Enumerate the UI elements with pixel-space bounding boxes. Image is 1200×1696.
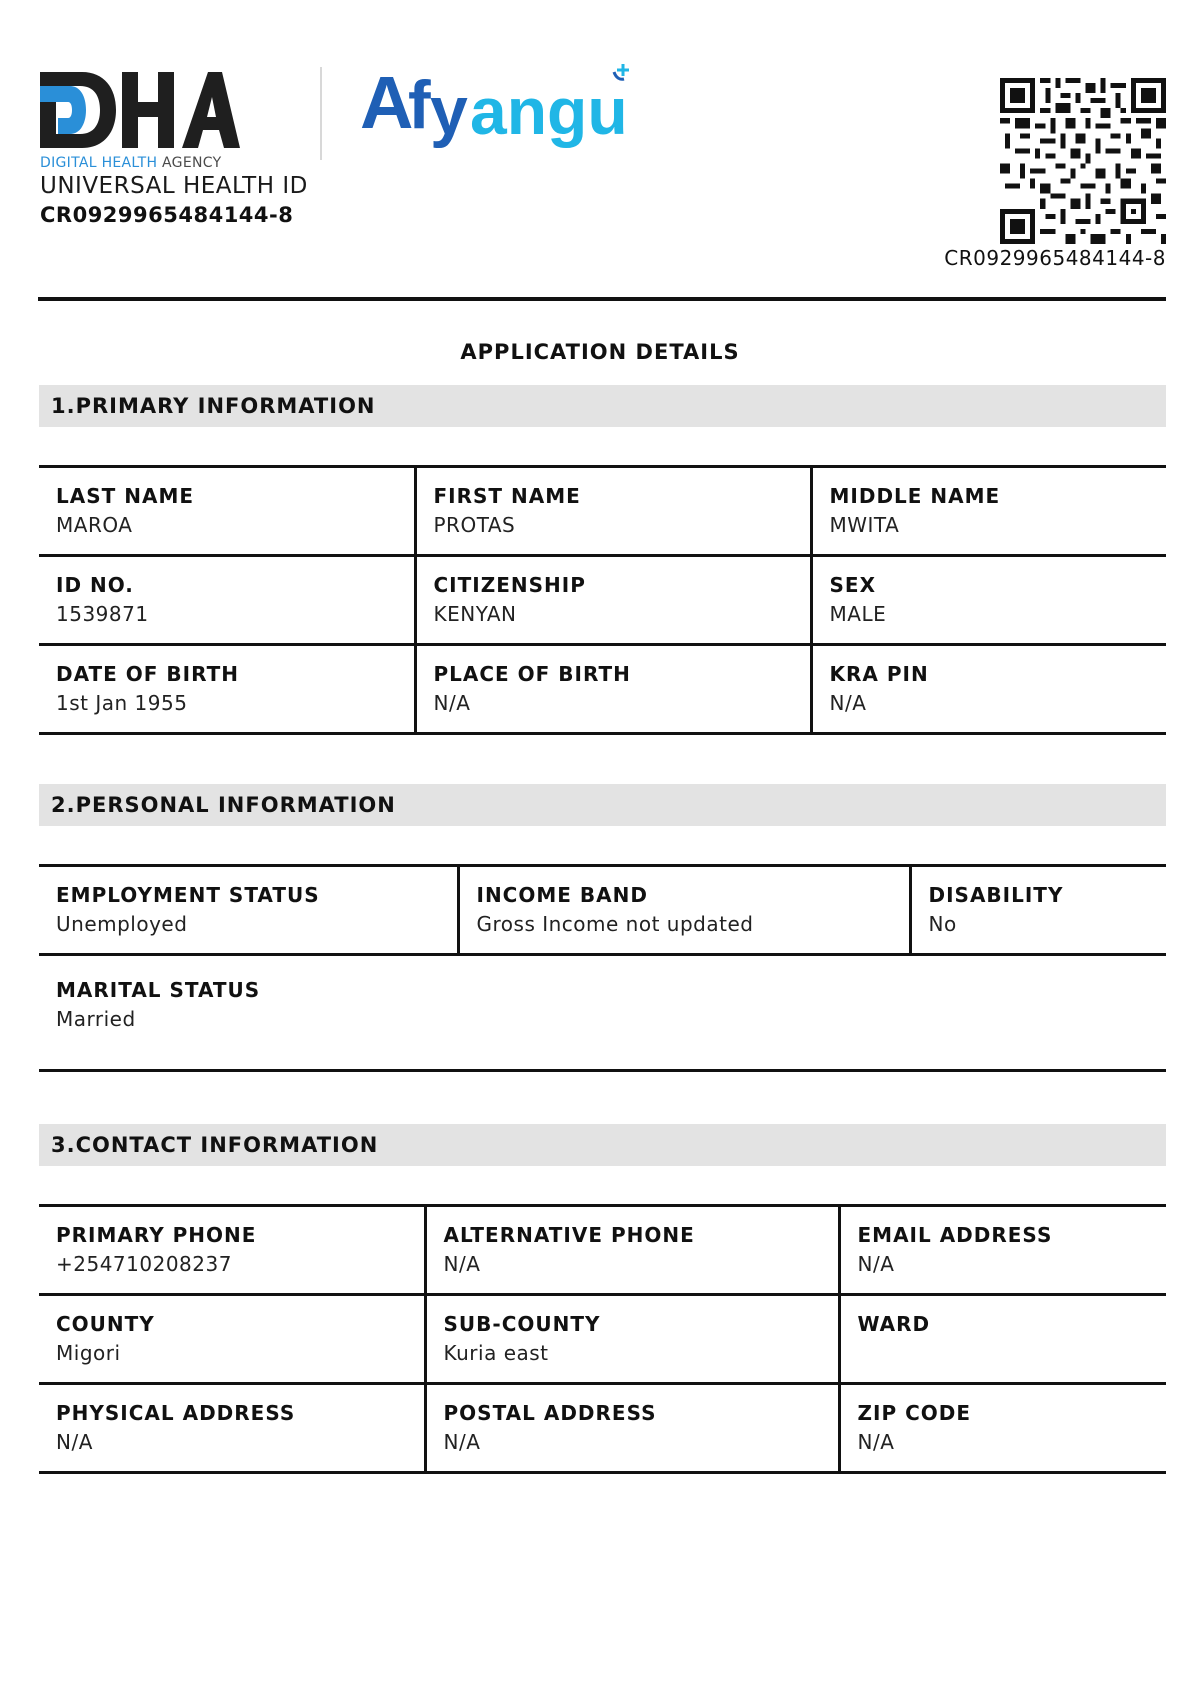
field-value: N/A (443, 1430, 481, 1454)
field-value: N/A (56, 1430, 93, 1454)
field-zip-code (839, 1384, 1166, 1473)
table-row (39, 866, 1166, 955)
qr-caption-id: CR0929965484144-8 (944, 246, 1166, 270)
field-value: PROTAS (433, 513, 516, 537)
table-row (39, 1295, 1166, 1384)
field-value: Married (56, 1007, 136, 1031)
field-value: Migori (56, 1341, 121, 1365)
page-title: APPLICATION DETAILS (460, 340, 740, 364)
personal-info-table (39, 864, 1166, 956)
field-disability (910, 866, 1166, 955)
field-sex (811, 556, 1166, 645)
field-label: ID NO. (56, 573, 134, 597)
section-contact-header (39, 1124, 1166, 1166)
svg-text:A: A (360, 61, 414, 144)
dha-sub-right: AGENCY (162, 155, 222, 171)
field-value: 1st Jan 1955 (56, 691, 188, 715)
primary-info-table (39, 465, 1166, 735)
table-row (39, 1384, 1166, 1473)
field-id-no (39, 556, 415, 645)
field-value: KENYAN (433, 602, 517, 626)
field-label: ZIP CODE (857, 1401, 972, 1425)
field-primary-phone (39, 1206, 425, 1295)
field-first-name (415, 467, 811, 556)
dha-logo (40, 72, 240, 148)
contact-info-table (39, 1204, 1166, 1474)
field-label: DISABILITY (928, 883, 1064, 907)
field-value: +254710208237 (56, 1252, 232, 1276)
field-label: INCOME BAND (476, 883, 648, 907)
section-personal-title: 2.PERSONAL INFORMATION (51, 793, 396, 817)
qr-code (1000, 78, 1166, 244)
field-label: KRA PIN (829, 662, 929, 686)
field-label: PLACE OF BIRTH (433, 662, 631, 686)
section-contact-title: 3.CONTACT INFORMATION (51, 1133, 379, 1157)
field-label: PRIMARY PHONE (56, 1223, 257, 1247)
svg-text:y: y (430, 73, 468, 149)
field-employment-status (39, 866, 458, 955)
field-marital-status (39, 962, 1166, 1072)
dha-agency-name (40, 155, 221, 171)
field-value: MALE (829, 602, 887, 626)
field-label: CITIZENSHIP (433, 573, 586, 597)
table-row (39, 467, 1166, 556)
field-label: COUNTY (56, 1312, 155, 1336)
section-personal-header (39, 784, 1166, 826)
field-middle-name (811, 467, 1166, 556)
table-row (39, 1206, 1166, 1295)
field-alternative-phone (425, 1206, 839, 1295)
field-value: N/A (857, 1430, 895, 1454)
field-physical-address (39, 1384, 425, 1473)
universal-health-id-number: CR0929965484144-8 (40, 203, 294, 227)
field-date-of-birth (39, 645, 415, 734)
field-income-band (458, 866, 910, 955)
field-label: LAST NAME (56, 484, 195, 508)
field-kra-pin (811, 645, 1166, 734)
svg-text:angu: angu (470, 74, 628, 148)
field-label: WARD (857, 1312, 931, 1336)
field-value: MAROA (56, 513, 133, 537)
field-label: ALTERNATIVE PHONE (443, 1223, 695, 1247)
field-value: MWITA (829, 513, 900, 537)
svg-text:f: f (408, 67, 430, 143)
afyangu-logo (358, 58, 658, 168)
field-value: N/A (443, 1252, 481, 1276)
header-rule (38, 297, 1166, 301)
field-value: Kuria east (443, 1341, 549, 1365)
field-ward (839, 1295, 1166, 1384)
field-label: MARITAL STATUS (56, 978, 261, 1002)
field-citizenship (415, 556, 811, 645)
section-primary-header (39, 385, 1166, 427)
field-label: POSTAL ADDRESS (443, 1401, 657, 1425)
field-label: EMPLOYMENT STATUS (56, 883, 320, 907)
dha-sub-left: DIGITAL HEALTH (40, 155, 158, 171)
field-value: 1539871 (56, 602, 149, 626)
table-row (39, 556, 1166, 645)
field-label: EMAIL ADDRESS (857, 1223, 1053, 1247)
field-value: No (928, 912, 957, 936)
field-value: N/A (857, 1252, 895, 1276)
field-label: DATE OF BIRTH (56, 662, 239, 686)
field-label: SEX (829, 573, 876, 597)
field-label: SUB-COUNTY (443, 1312, 601, 1336)
field-email-address (839, 1206, 1166, 1295)
field-county (39, 1295, 425, 1384)
field-value: N/A (829, 691, 867, 715)
field-value: Gross Income not updated (476, 912, 754, 936)
field-label: PHYSICAL ADDRESS (56, 1401, 296, 1425)
field-place-of-birth (415, 645, 811, 734)
logo-divider (320, 67, 322, 160)
field-label: FIRST NAME (433, 484, 581, 508)
field-value: N/A (433, 691, 471, 715)
universal-health-id-label: UNIVERSAL HEALTH ID (40, 173, 308, 199)
section-primary-title: 1.PRIMARY INFORMATION (51, 394, 376, 418)
field-value: Unemployed (56, 912, 188, 936)
table-row (39, 645, 1166, 734)
field-last-name (39, 467, 415, 556)
field-sub-county (425, 1295, 839, 1384)
field-postal-address (425, 1384, 839, 1473)
field-label: MIDDLE NAME (829, 484, 1001, 508)
